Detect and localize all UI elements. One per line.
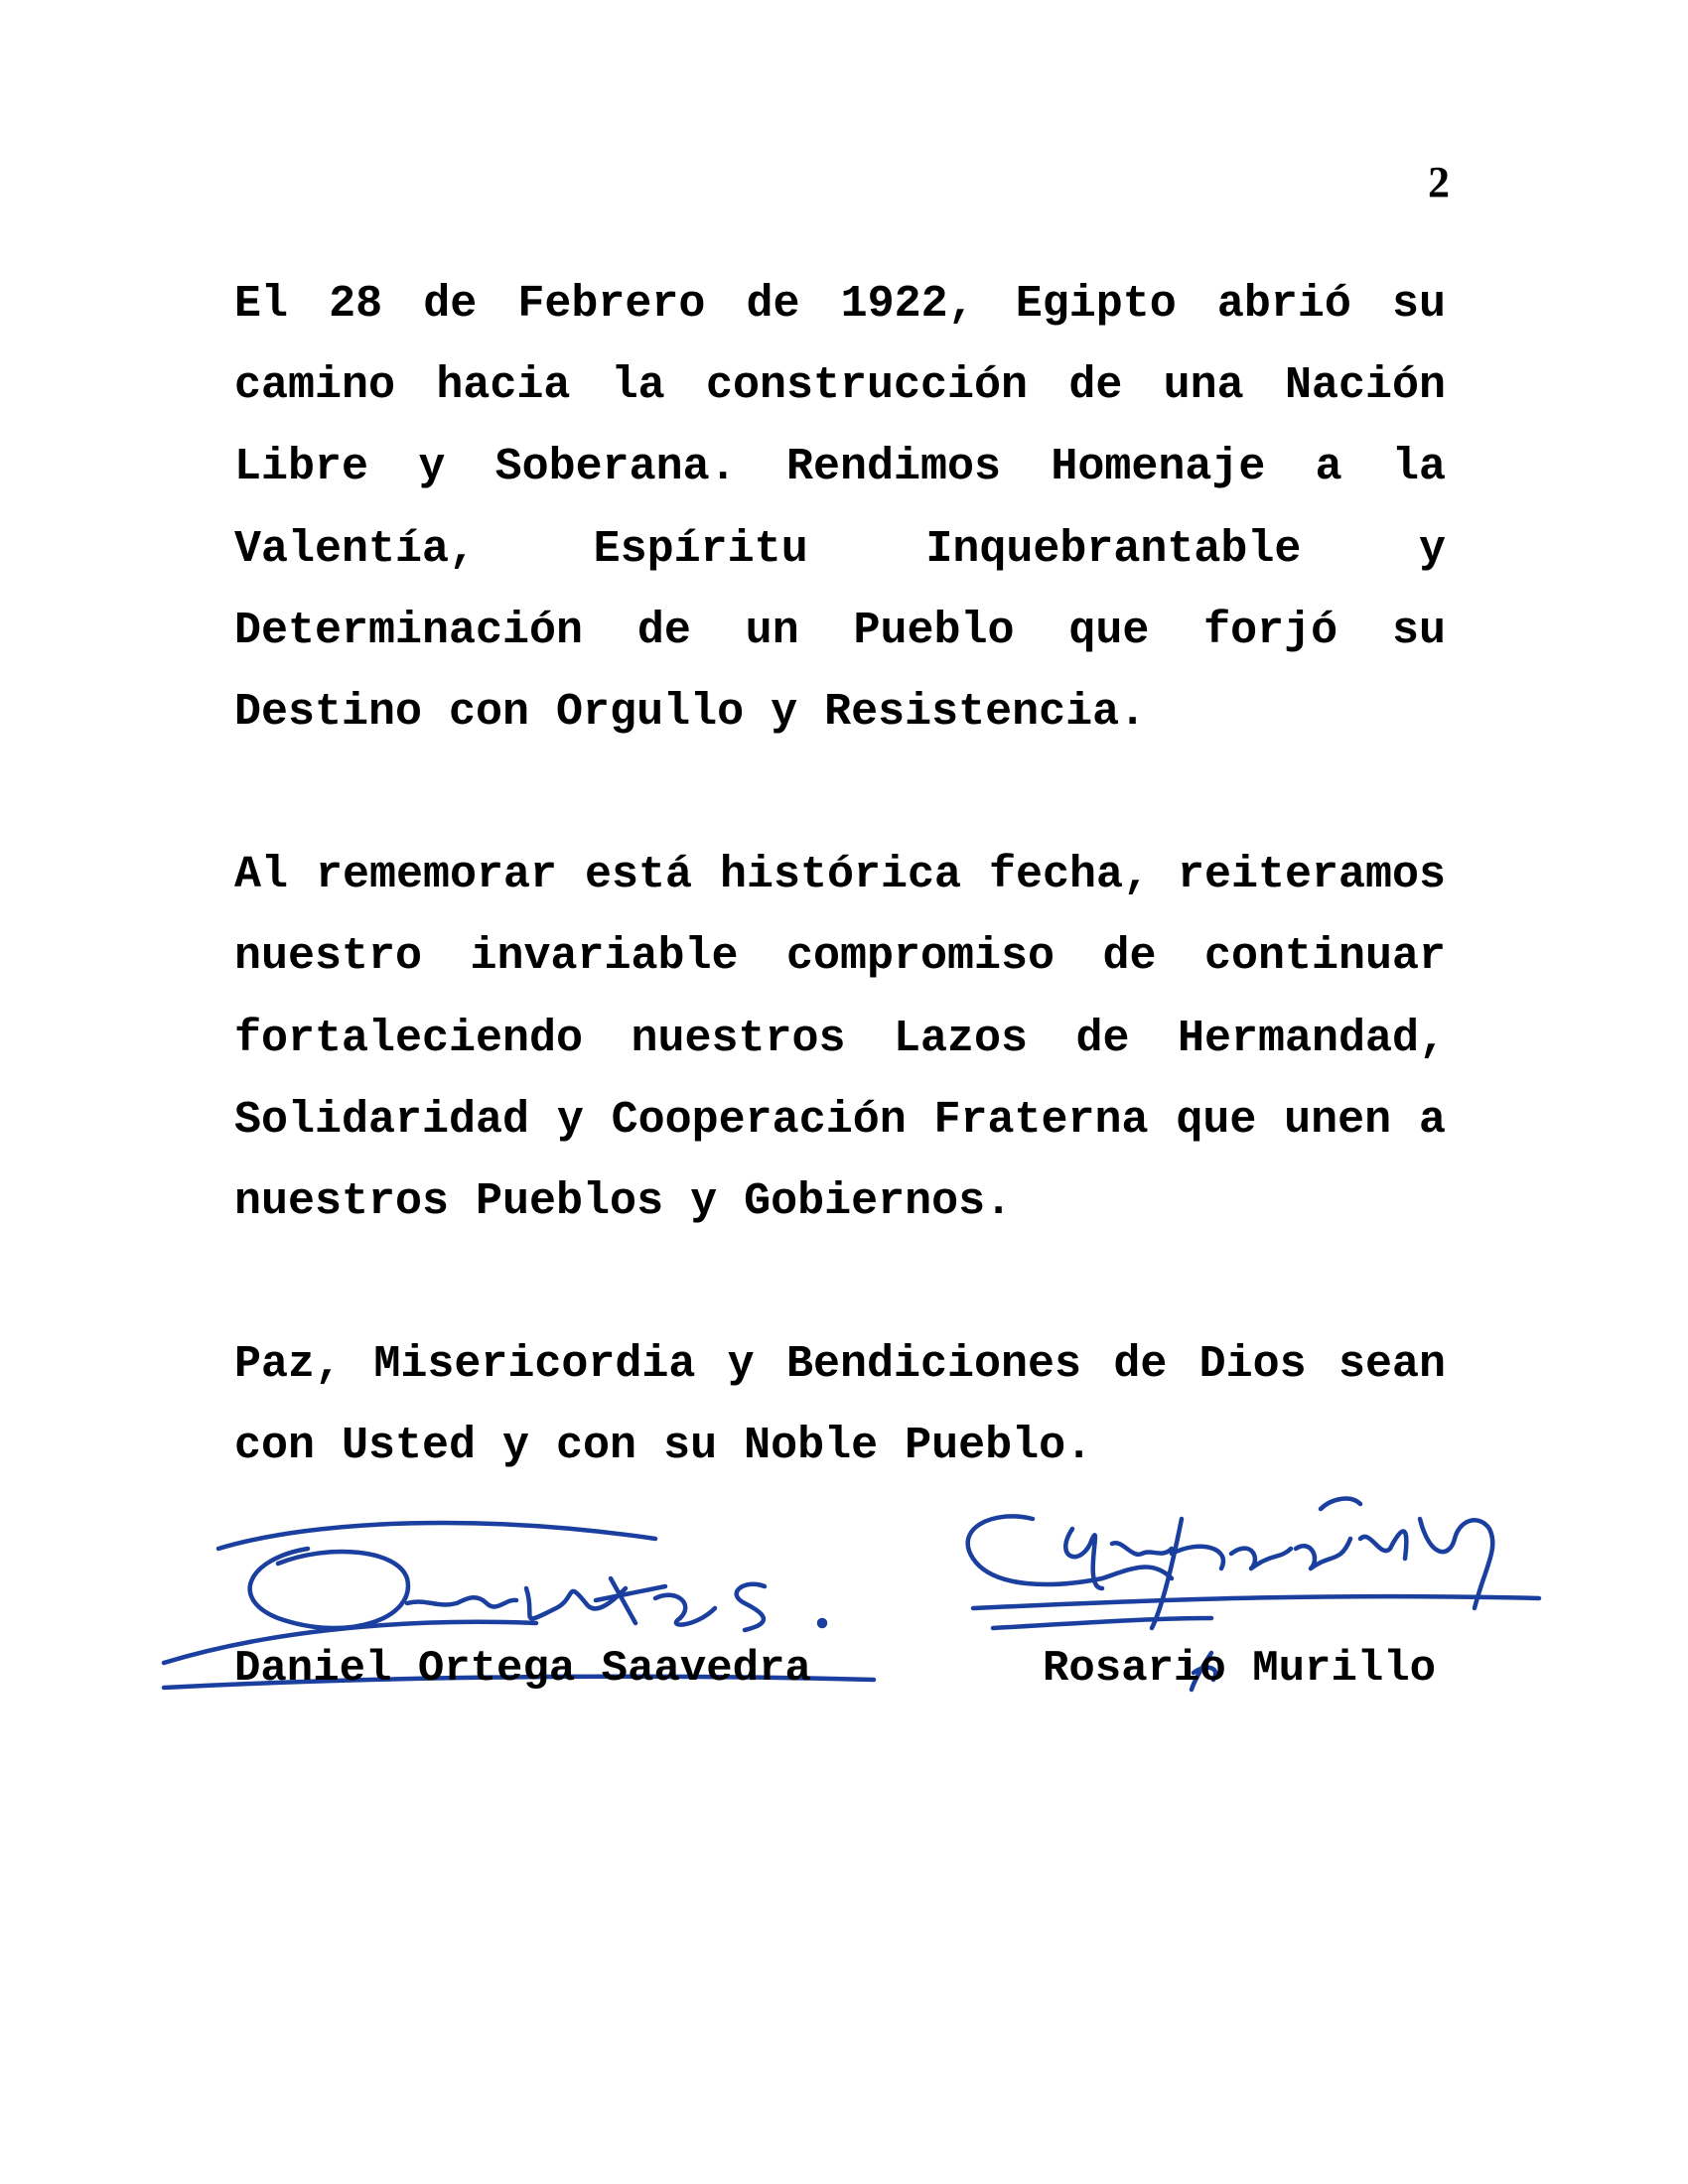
paragraph-commitment: Al rememorar está histórica fecha, reiteramos nuestro invariable compromiso de continuar fortaleciendo nuestros Lazos de Hermandad, Solidaridad y Cooperación Fraterna que unen a nuestros Pueblos y Gobiernos. — [234, 850, 1446, 1228]
signatory-name-left: Daniel Ortega Saavedra — [234, 1644, 811, 1694]
paragraph-independence: El 28 de Febrero de 1922, Egipto abrió su camino hacia la construcción de una Nación Libre y Soberana. Rendimos Homenaje a la Valentía, Espíritu Inquebrantable y Determinación de un Pueblo que forjó su Destino con Orgullo y Resistencia. — [234, 279, 1446, 739]
signatory-name-right: Rosario Murillo — [1043, 1644, 1437, 1694]
letter-body — [234, 264, 1446, 1570]
paragraph-blessing: Paz, Misericordia y Bendiciones de Dios sean con Usted y con su Noble Pueblo. — [234, 1339, 1446, 1472]
page-number: 2 — [1428, 158, 1450, 206]
